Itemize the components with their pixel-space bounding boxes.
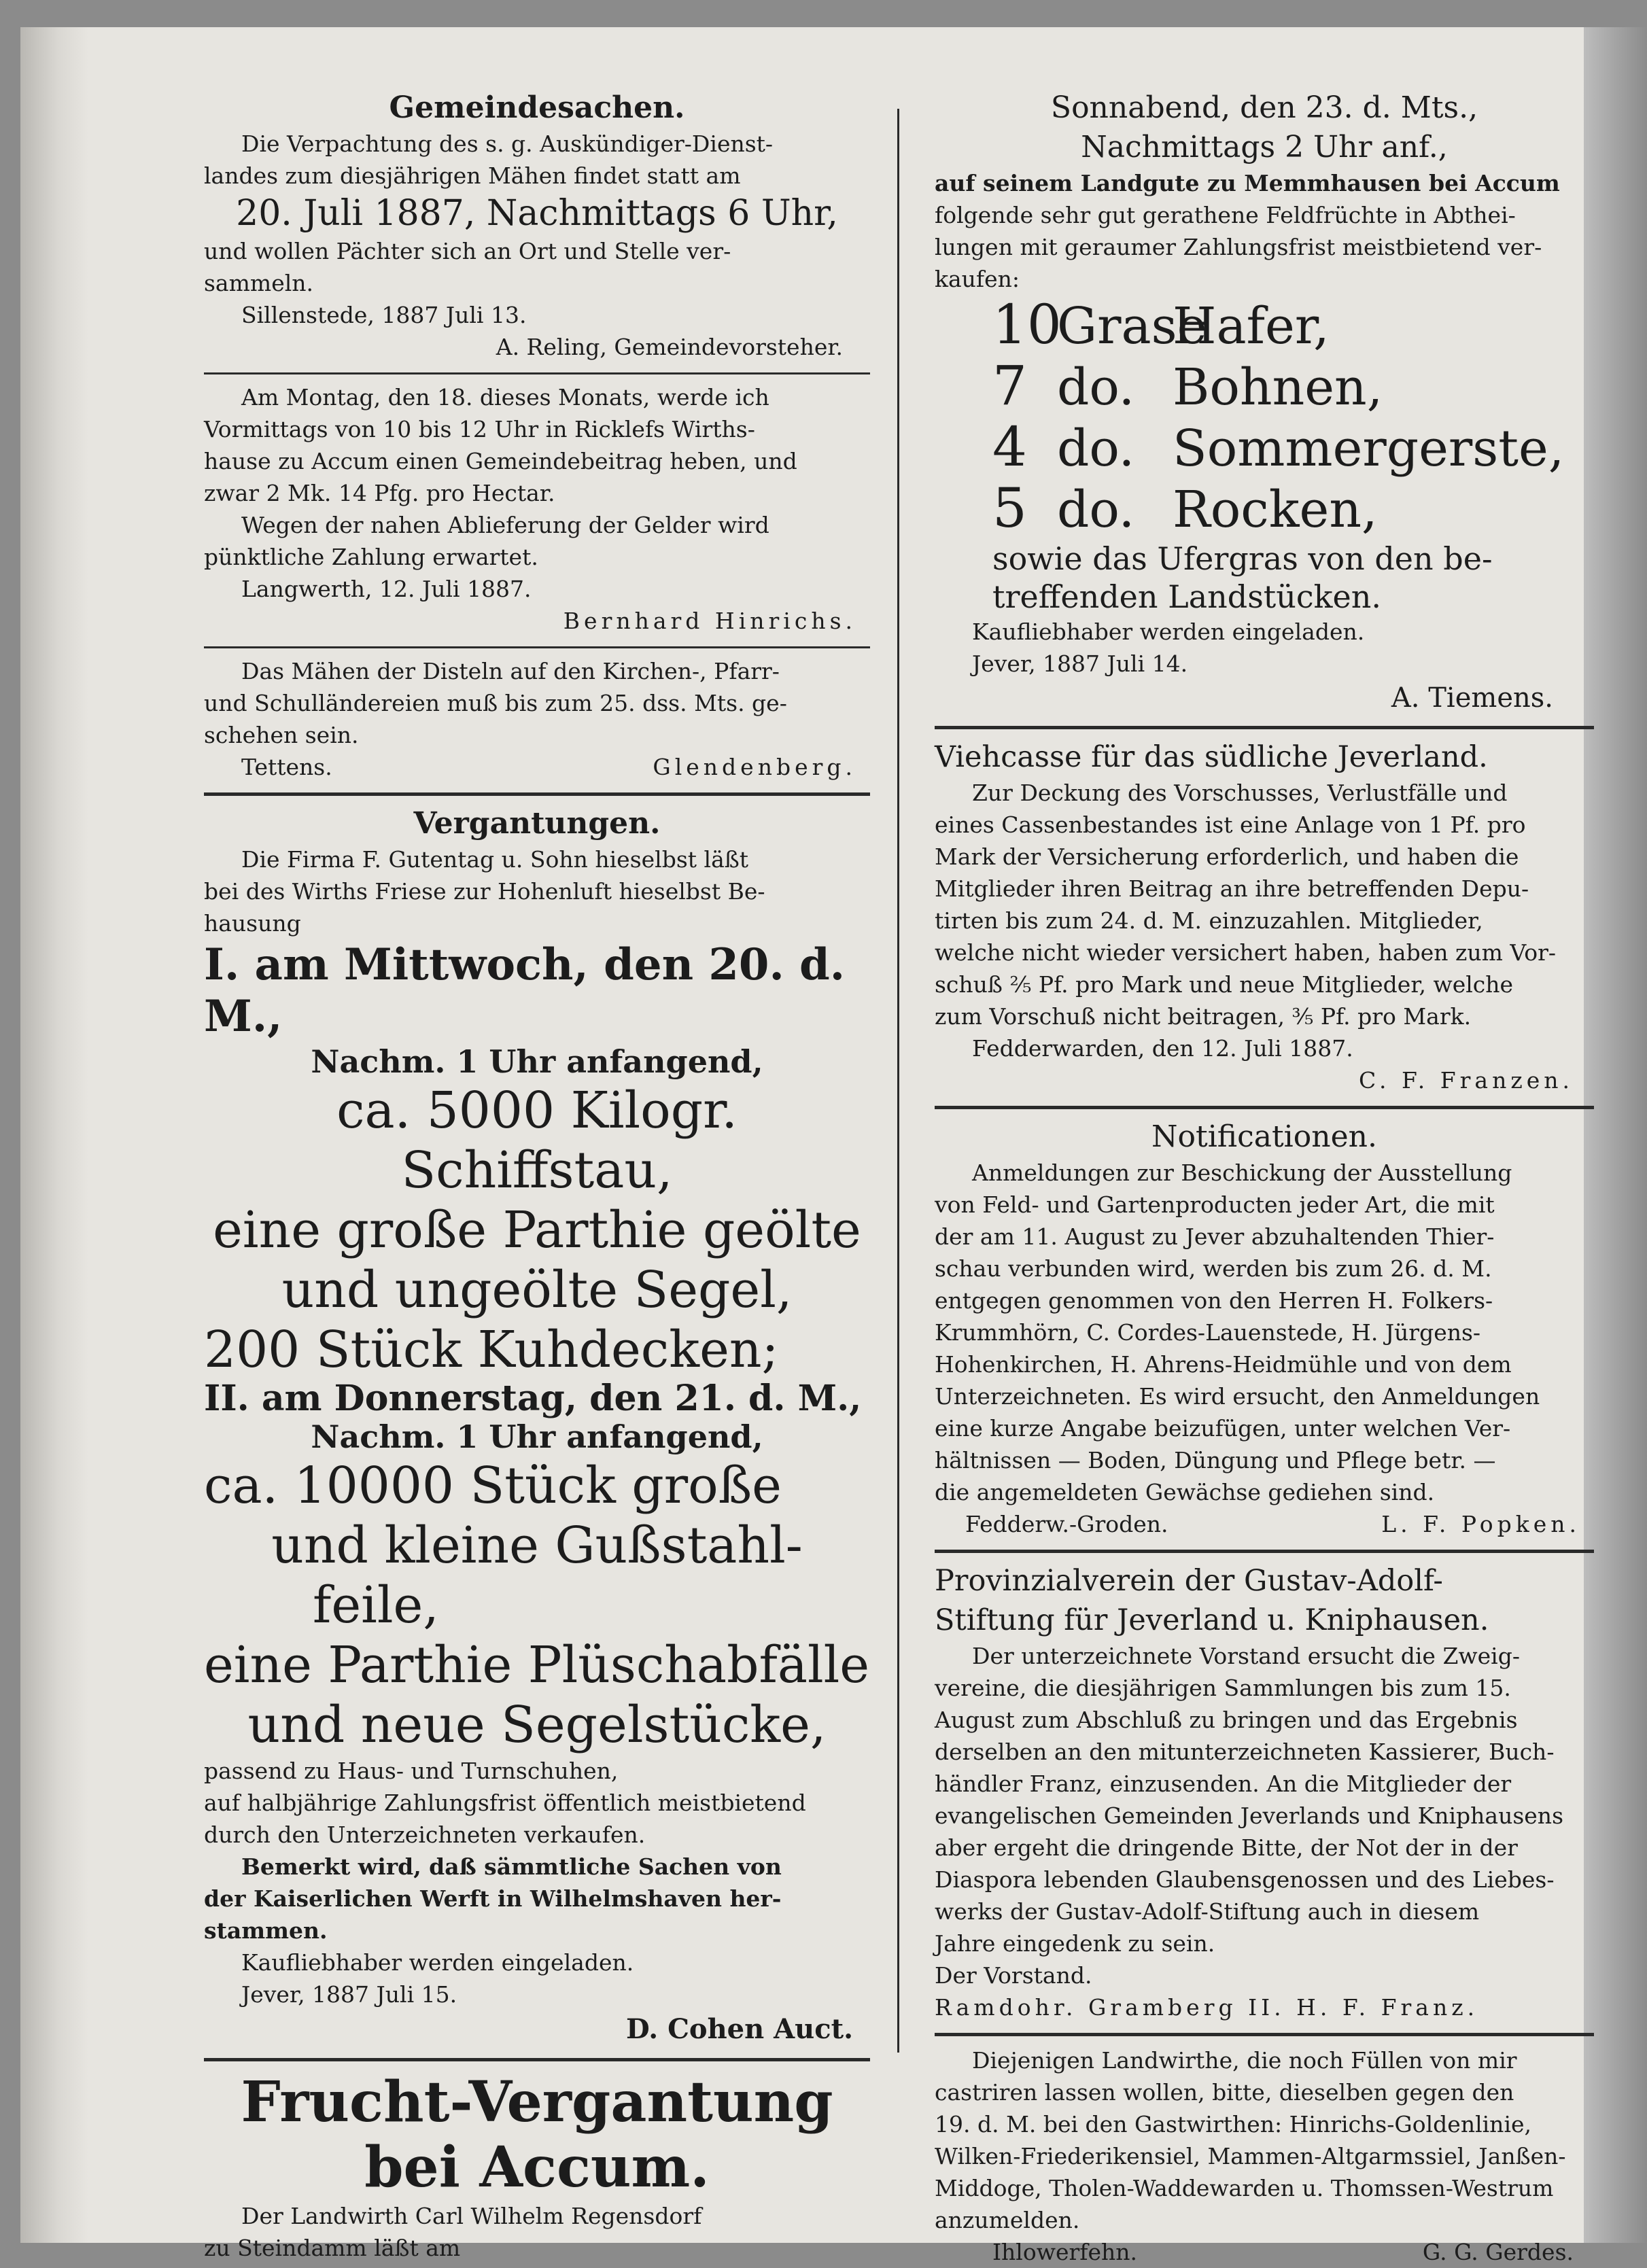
text-line: Die Verpachtung des s. g. Auskündiger-Dienst- (241, 130, 774, 157)
place-date: Jever, 1887 Juli 14. (972, 650, 1188, 677)
text-line: vereine, die diesjährigen Sammlungen bis zum 15. (935, 1675, 1511, 1701)
grain-list (935, 295, 1594, 616)
text-line: sowie das Ufergras von den be- (992, 540, 1493, 577)
notice-subtitle: bei Accum. (364, 2135, 710, 2200)
text-line: die angemeldeten Gewächse gediehen sind. (935, 1479, 1435, 1505)
text-line: treffenden Landstücken. (992, 578, 1382, 615)
notice-title: Viehcasse für das südliche Jeverland. (935, 740, 1488, 774)
grain-row (992, 417, 1594, 478)
right-column (935, 88, 1594, 2268)
notice-title: Notificationen. (1151, 1119, 1377, 1154)
signature: Ramdohr. Gramberg II. H. F. Franz. (935, 1994, 1479, 2021)
auction-item: und ungeölte Segel, (281, 1261, 793, 1319)
separator-rule (204, 2058, 870, 2061)
auction-item: ca. 5000 Kilogr. Schiffstau, (336, 1081, 738, 1200)
notice-notificationen (935, 1117, 1594, 1540)
separator-rule (204, 792, 870, 796)
notice-title: Gemeindesachen. (389, 90, 685, 125)
auction-item: 200 Stück Kuhdecken; (204, 1321, 779, 1379)
text-line: evangelischen Gemeinden Jeverlands und Kniphausens (935, 1802, 1563, 1829)
signature: D. Cohen Auct. (625, 2013, 853, 2045)
grain-count: 7 (992, 354, 1027, 417)
text-line: händler Franz, einzusenden. An die Mitglieder der (935, 1770, 1512, 1797)
grain-crop: Bohnen, (1173, 358, 1383, 417)
text-line: eine kurze Angabe beizufügen, unter welchen Ver- (935, 1415, 1511, 1442)
signature: C. F. Franzen. (1358, 1067, 1574, 1094)
text-line: entgegen genommen von den Herren H. Folkers- (935, 1287, 1493, 1314)
text-line: Wegen der nahen Ablieferung der Gelder wird (241, 512, 769, 538)
text-line: Der unterzeichnete Vorstand ersucht die Zweig- (972, 1643, 1520, 1669)
text-line: der Kaiserlichen Werft in Wilhelmshaven her- (204, 1885, 782, 1912)
grain-crop: Hafer, (1173, 297, 1330, 355)
text-line: der am 11. August zu Jever abzuhaltenden Thier- (935, 1223, 1495, 1250)
text-line: werks der Gustav-Adolf-Stiftung auch in diesem (935, 1898, 1480, 1925)
text-line: zu Steindamm läßt am (204, 2235, 461, 2261)
text-line: bei des Wirths Friese zur Hohenluft hieselbst Be- (204, 878, 765, 905)
auction-date: Sonnabend, den 23. d. Mts., (1050, 90, 1478, 125)
grain-unit: do. (1057, 481, 1135, 539)
text-line: derselben an den mitunterzeichneten Kassierer, Buch- (935, 1739, 1555, 1765)
place: Ihlowerfehn. (992, 2239, 1138, 2265)
text-line: Der Vorstand. (935, 1962, 1092, 1989)
separator-rule (935, 726, 1594, 729)
text-line: schehen sein. (204, 722, 359, 748)
notice-title: Vergantungen. (413, 806, 661, 841)
signature: L. F. Popken. (1381, 1511, 1580, 1537)
text-line: Kaufliebhaber werden eingeladen. (241, 1949, 634, 1976)
grain-unit: Grase (1057, 297, 1207, 355)
text-line: auf halbjährige Zahlungsfrist öffentlich meistbietend (204, 1790, 806, 1816)
text-line: hältnissen — Boden, Düngung und Pflege betr. — (935, 1447, 1496, 1473)
text-line: 19. d. M. bei den Gastwirthen: Hinrichs-Goldenlinie, (935, 2111, 1532, 2138)
text-line: zwar 2 Mk. 14 Pfg. pro Hectar. (204, 480, 555, 506)
auction-item: und kleine Gußstahl- (271, 1516, 803, 1575)
text-line: Bemerkt wird, daß sämmtliche Sachen von (241, 1853, 782, 1880)
text-line: und wollen Pächter sich an Ort und Stelle ver- (204, 238, 731, 264)
grain-row (992, 295, 1594, 356)
text-line: sammeln. (204, 270, 314, 296)
text-line: von Feld- und Gartenproducten jeder Art, die mit (935, 1191, 1495, 1218)
auction-item: ca. 10000 Stück große (204, 1456, 782, 1515)
text-line: Der Landwirth Carl Wilhelm Regensdorf (241, 2203, 702, 2229)
text-line: anzumelden. (935, 2207, 1080, 2233)
text-line: durch den Unterzeichneten verkaufen. (204, 1821, 646, 1848)
left-column (204, 88, 870, 2264)
text-line: Mitglieder ihren Beitrag an ihre betreffenden Depu- (935, 875, 1529, 902)
text-line: schuß ²⁄₅ Pf. pro Mark und neue Mitglieder, welche (935, 971, 1514, 998)
text-line: aber ergeht die dringende Bitte, der Not der in der (935, 1834, 1518, 1861)
text-line: Vormittags von 10 bis 12 Uhr in Ricklefs Wirths- (204, 416, 755, 442)
text-line: und Schulländereien muß bis zum 25. dss. Mts. ge- (204, 690, 787, 716)
notice-gustav-adolf (935, 1561, 1594, 2023)
text-line: schau verbunden wird, werden bis zum 26. d. M. (935, 1255, 1492, 1282)
notice-title: Stiftung für Jeverland u. Kniphausen. (935, 1603, 1489, 1637)
auction-heading: II. am Donnerstag, den 21. d. M., (204, 1378, 862, 1419)
grain-crop: Sommergerste, (1173, 419, 1565, 478)
text-line: Unterzeichneten. Es wird ersucht, den Anmeldungen (935, 1383, 1540, 1410)
text-line: zum Vorschuß nicht beitragen, ³⁄₅ Pf. pro Mark. (935, 1003, 1472, 1030)
column-divider (897, 109, 899, 2053)
grain-row (992, 478, 1594, 540)
notice-vergantungen (204, 804, 870, 2048)
grain-crop: Rocken, (1173, 481, 1378, 539)
notice-fuellen (935, 2044, 1594, 2268)
text-line: landes zum diesjährigen Mähen findet statt am (204, 162, 741, 189)
text-line: lungen mit geraumer Zahlungsfrist meistbietend ver- (935, 234, 1542, 260)
notice-gemeindesachen (204, 88, 870, 363)
grain-count: 10 (992, 293, 1062, 356)
text-line: auf seinem Landgute zu Memmhausen bei Accum (935, 170, 1560, 196)
grain-unit: do. (1057, 358, 1135, 417)
text-line: pünktliche Zahlung erwartet. (204, 544, 538, 570)
place-date: Fedderwarden, den 12. Juli 1887. (972, 1035, 1353, 1062)
separator-rule (204, 646, 870, 648)
auction-time: Nachm. 1 Uhr anfangend, (311, 1418, 763, 1455)
notice-montag (204, 381, 870, 637)
auction-item: und neue Segelstücke, (247, 1696, 827, 1754)
notice-sonnabend (935, 88, 1594, 716)
signature: A. Reling, Gemeindevorsteher. (496, 334, 843, 360)
text-line: eines Cassenbestandes ist eine Anlage von 1 Pf. pro (935, 812, 1526, 838)
text-line: Jahre eingedenk zu sein. (935, 1930, 1215, 1957)
grain-unit: do. (1057, 419, 1135, 478)
grain-count: 5 (992, 476, 1027, 540)
notice-frucht-vergantung (204, 2070, 870, 2264)
separator-rule (204, 372, 870, 374)
text-line: Hohenkirchen, H. Ahrens-Heidmühle und von dem (935, 1351, 1512, 1378)
text-line: tirten bis zum 24. d. M. einzuzahlen. Mitglieder, (935, 907, 1483, 934)
auction-item: eine große Parthie geölte (213, 1201, 861, 1259)
text-line: Die Firma F. Gutentag u. Sohn hieselbst läßt (241, 846, 749, 873)
notice-disteln (204, 655, 870, 783)
text-line: Krummhörn, C. Cordes-Lauenstede, H. Jürgens- (935, 1319, 1481, 1346)
notice-title: Provinzialverein der Gustav-Adolf- (935, 1564, 1443, 1598)
text-line: passend zu Haus- und Turnschuhen, (204, 1758, 619, 1784)
auction-date: 20. Juli 1887, Nachmittags 6 Uhr, (236, 193, 838, 234)
auction-heading: I. am Mittwoch, den 20. d. M., (204, 939, 846, 1042)
place: Fedderw.-Groden. (965, 1511, 1168, 1537)
notice-title: Frucht-Vergantung (241, 2070, 833, 2135)
text-line: Diaspora lebenden Glaubensgenossen und des Liebes- (935, 1866, 1555, 1893)
separator-rule (935, 1550, 1594, 1553)
text-line: Kaufliebhaber werden eingeladen. (972, 618, 1365, 645)
text-line: Das Mähen der Disteln auf den Kirchen-, Pfarr- (241, 658, 780, 684)
auction-time: Nachmittags 2 Uhr anf., (1081, 130, 1448, 164)
text-line: Zur Deckung des Vorschusses, Verlustfälle und (972, 780, 1508, 806)
text-line: folgende sehr gut gerathene Feldfrüchte in Abthei- (935, 202, 1516, 228)
place: Tettens. (241, 754, 332, 780)
page-binding-shadow (20, 27, 88, 2243)
signature: G. G. Gerdes. (1422, 2239, 1574, 2265)
text-line: Diejenigen Landwirthe, die noch Füllen von mir (972, 2047, 1517, 2074)
signature: Glendenberg. (653, 754, 856, 780)
auction-time: Nachm. 1 Uhr anfangend, (311, 1043, 763, 1080)
separator-rule (935, 2033, 1594, 2036)
auction-item: feile, (313, 1576, 439, 1635)
signature: A. Tiemens. (1391, 682, 1553, 714)
text-line: castriren lassen wollen, bitte, dieselben gegen den (935, 2079, 1514, 2106)
grain-count: 4 (992, 415, 1027, 478)
grain-row (992, 356, 1594, 417)
text-line: kaufen: (935, 266, 1020, 292)
separator-rule (935, 1106, 1594, 1109)
place-date: Langwerth, 12. Juli 1887. (241, 576, 532, 602)
signature: Bernhard Hinrichs. (563, 608, 856, 634)
text-line: hausung (204, 910, 301, 937)
text-line: hause zu Accum einen Gemeindebeitrag heben, und (204, 448, 797, 474)
notice-viehcasse (935, 737, 1594, 1096)
text-line: stammen. (204, 1917, 328, 1944)
text-line: Am Montag, den 18. dieses Monats, werde ich (241, 384, 769, 411)
text-line: welche nicht wieder versichert haben, haben zum Vor- (935, 939, 1557, 966)
text-line: August zum Abschluß zu bringen und das Ergebnis (935, 1707, 1518, 1733)
text-line: Mark der Versicherung erforderlich, und haben die (935, 843, 1519, 870)
auction-item: eine Parthie Plüschabfälle (204, 1636, 870, 1694)
text-line: Middoge, Tholen-Waddewarden u. Thomssen-Westrum (935, 2175, 1554, 2201)
place-date: Jever, 1887 Juli 15. (241, 1981, 457, 2008)
place-date: Sillenstede, 1887 Juli 13. (241, 302, 527, 328)
text-line: Wilken-Friederikensiel, Mammen-Altgarmssiel, Janßen- (935, 2143, 1566, 2169)
text-line: Anmeldungen zur Beschickung der Ausstellung (972, 1159, 1512, 1186)
